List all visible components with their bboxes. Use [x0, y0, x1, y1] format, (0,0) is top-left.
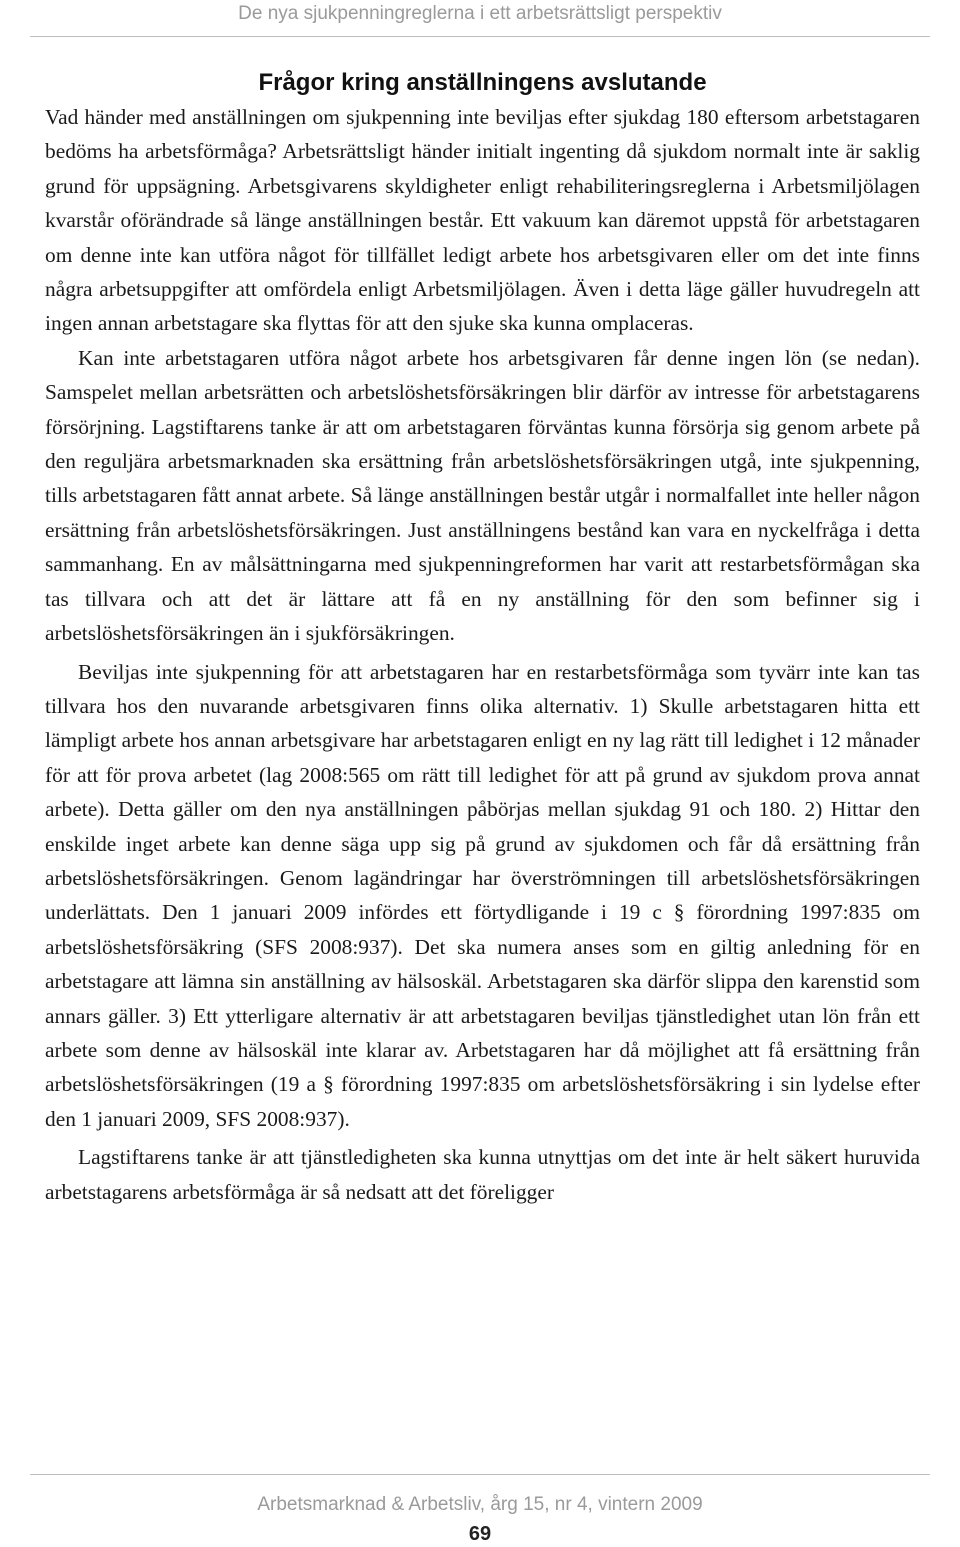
page-number: 69 — [468, 1523, 492, 1545]
body-paragraph: Lagstiftarens tanke är att tjänstledigheten ska kunna utnyttjas om det inte är helt säkert huruvida arbetstagarens arbetsförmåga är så nedsatt att det föreligger — [45, 1145, 920, 1204]
article-body — [45, 66, 920, 1209]
body-paragraph: Vad händer med anställningen om sjukpenning inte beviljas efter sjukdag 180 eftersom arbetstagaren bedöms ha arbetsförmåga? Arbetsrättsligt händer initialt ingenting då sjukdom normalt inte är saklig grund för uppsägning. Arbetsgivarens skyldigheter enligt rehabiliteringsreglerna i Arbetsmiljölagen kvarstår oförändrade så länge anställningen består. Ett vakuum kan däremot uppstå för arbetstagaren om denne inte kan utföra något för tillfället ledigt arbete hos arbetsgivaren eller om det inte finns några arbetsuppgifter att omfördela enligt Arbetsmiljölagen. Även i detta läge gäller huvudregeln att ingen annan arbetstagare ska flyttas för att den sjuke ska kunna omplaceras. — [45, 105, 920, 336]
section-heading: Frågor kring anställningens avslutande — [258, 69, 707, 96]
footer-divider — [30, 1474, 930, 1475]
body-paragraph: Kan inte arbetstagaren utföra något arbete hos arbetsgivaren får denne ingen lön (se nedan). Samspelet mellan arbetsrätten och arbetslöshetsförsäkringen blir därför av intresse för arbetstagarens försörjning. Lagstiftarens tanke är att om arbetstagaren förväntas kunna försörja sig genom arbete på den reguljära arbetsmarknaden ska ersättning från arbetslöshetsförsäkringen utgå, inte sjukpenning, tills arbetstagaren fått annat arbete. Så länge anställningen består utgår i normalfallet inte heller någon ersättning från arbetslöshetsförsäkringen. Just anställningens bestånd kan vara en nyckelfråga i detta sammanhang. En av målsättningarna med sjukpenningreformen har varit att restarbetsförmågan ska tas tillvara och att det är lättare att få en ny anställning för den som befinner sig i arbetslöshetsförsäkringen än i sjukförsäkringen. — [45, 345, 920, 646]
running-header: De nya sjukpenningreglerna i ett arbetsrättsligt perspektiv — [238, 3, 722, 24]
body-paragraph: Beviljas inte sjukpenning för att arbetstagaren har en restarbetsförmåga som tyvärr inte kan tas tillvara hos den nuvarande arbetsgivaren finns olika alternativ. 1) Skulle arbetstagaren hitta ett lämpligt arbete hos annan arbetsgivare har arbetstagaren enligt en ny lag rätt till ledighet i 12 månader för att för prova arbetet (lag 2008:565 om rätt till ledighet för att på grund av sjukdom prova annat arbete). Detta gäller om den nya anställningen påbörjas mellan sjukdag 91 och 180. 2) Hittar den enskilde inget arbete kan denne säga upp sig på grund av sjukdomen och får då ersättning från arbetslöshetsförsäkringen. Genom lagändringar har överströmningen till arbetslöshetsförsäkringen underlättats. Den 1 januari 2009 infördes ett förtydligande i 19 c § förordning 1997:835 om arbetslöshetsförsäkring (SFS 2008:937). Det ska numera anses som en giltig anledning för en arbetstagare att lämna sin anställning av hälsoskäl. Arbetstagaren ska därför slippa den karenstid som annars gäller. 3) Ett ytterligare alternativ är att arbetstagaren beviljas tjänstledighet utan lön från ett arbete som denne av hälsoskäl inte klarar av. Arbetstagaren har då möjlighet att få ersättning från arbetslöshetsförsäkringen (19 a § förordning 1997:835 om arbetslöshetsförsäkring i sin lydelse efter den 1 januari 2009, SFS 2008:937). — [45, 659, 920, 1131]
running-footer: Arbetsmarknad & Arbetsliv, årg 15, nr 4, vintern 2009 — [257, 1494, 703, 1515]
header-divider — [30, 36, 930, 37]
